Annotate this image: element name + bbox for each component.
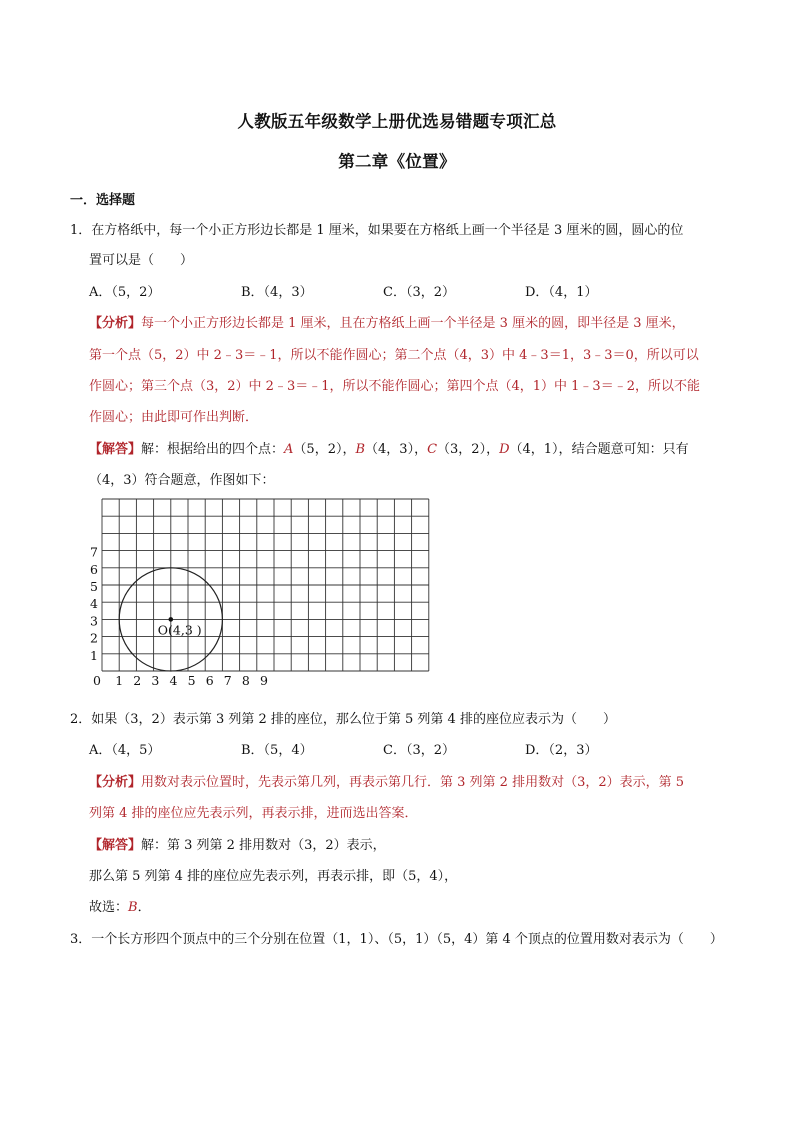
q1-option-c: C．（3，2） (383, 285, 455, 300)
q1-point-c-label: C (427, 442, 438, 457)
q1-answer-prefix: 解：根据给出的四个点： (141, 442, 285, 457)
q1-analysis-line1 (89, 312, 685, 331)
q2-answer-choice: B (128, 900, 138, 915)
q1-point-a-label: A (284, 442, 294, 457)
y-tick-label: 6 (90, 561, 98, 577)
q2-option-a: A．（4，5） (89, 743, 161, 758)
x-tick-label: 3 (151, 673, 160, 688)
q1-analysis-line4: 作圆心；由此即可作出判断． (89, 410, 259, 425)
document-title: 人教版五年级数学上册优选易错题专项汇总 (237, 112, 557, 131)
q2-answer-text1: 解：第 3 列第 2 排用数对（3，2）表示， (141, 838, 386, 853)
q2-option-b: B．（5，4） (241, 743, 313, 758)
q2-answer-prefix: 故选： (89, 900, 129, 915)
x-axis-ticks (93, 673, 268, 688)
q1-point-b-coord: （4，3）， (365, 442, 428, 457)
q1-analysis-line3: 作圆心；第三个点（3，2）中 2﹣3＝﹣1，所以不能作圆心；第四个点（4，1）中 1﹣3＝﹣2，所以不能 (89, 379, 700, 394)
q1-point-c-coord: （3，2）， (437, 442, 500, 457)
q1-answer-line1 (89, 438, 689, 457)
x-tick-label: 9 (260, 673, 268, 688)
q1-answer-line2: （4，3）符合题意，作图如下： (89, 473, 275, 488)
q2-analysis-line1 (89, 771, 684, 790)
q2-stem: 2．如果（3，2）表示第 3 列第 2 排的座位，那么位于第 5 列第 4 排的座位应表示为（ ） (70, 712, 616, 727)
x-tick-label: 5 (187, 673, 196, 688)
q1-point-d-label: D (499, 442, 510, 457)
q1-option-a: A．（5，2） (89, 285, 161, 300)
q2-answer-suffix: ． (137, 900, 151, 915)
x-tick-label: 6 (205, 673, 214, 688)
q2-analysis-text1: 用数对表示位置时，先表示第几列，再表示第几行．第 3 列第 2 排用数对（3，2）表示，第 5 (141, 775, 685, 790)
y-axis-ticks (90, 545, 98, 663)
q2-analysis-line2: 列第 4 排的座位应先表示列，再表示排，进而选出答案． (89, 806, 418, 821)
center-point (169, 617, 174, 622)
q2-answer-line1 (89, 834, 386, 853)
q2-option-d: D．（2，3） (525, 743, 598, 758)
x-tick-label: 7 (223, 673, 232, 688)
q1-analysis-line2: 第一个点（5，2）中 2﹣3＝﹣1，所以不能作圆心；第二个点（4，3）中 4﹣3＝1，3﹣3＝0，所以可以 (89, 348, 699, 363)
center-label: O(4,3 ) (157, 622, 202, 638)
grid-lines (102, 499, 429, 671)
y-tick-label: 7 (90, 544, 98, 560)
q3-stem: 3．一个长方形四个顶点中的三个分别在位置（1，1）、（5，1）（5，4）第 4 个顶点的位置用数对表示为（ ） (70, 932, 723, 947)
q2-answer-line2: 那么第 5 列第 4 排的座位应先表示列，再表示排，即（5，4）， (89, 869, 458, 884)
q1-option-b: B．（4，3） (241, 285, 313, 300)
q2-analysis-tag: 【分析】 (89, 775, 142, 790)
y-tick-label: 3 (90, 613, 98, 629)
q2-option-c: C．（3，2） (383, 743, 455, 758)
q2-answer-tag: 【解答】 (89, 838, 142, 853)
q1-point-d-coord: （4，1）， (509, 442, 572, 457)
y-tick-label: 1 (90, 647, 98, 663)
q1-analysis-text1: 每一个小正方形边长都是 1 厘米，且在方格纸上画一个半径是 3 厘米的圆，即半径是 3 厘米， (141, 316, 685, 331)
section-heading: 一．选择题 (70, 193, 136, 208)
y-tick-label: 5 (90, 579, 98, 594)
x-tick-label: 2 (133, 673, 142, 688)
q1-answer-suffix: 结合题意可知：只有 (571, 442, 689, 457)
q1-point-b-label: B (355, 442, 366, 457)
y-tick-label: 4 (90, 596, 98, 612)
x-tick-label: 4 (169, 673, 178, 688)
q1-stem-line2: 置可以是（ ） (89, 253, 194, 268)
y-tick-label: 2 (90, 630, 98, 646)
x-tick-label: 1 (115, 673, 124, 688)
chapter-title: 第二章《位置》 (338, 152, 456, 171)
q1-analysis-tag: 【分析】 (89, 316, 142, 331)
q1-option-d: D．（4，1） (525, 285, 598, 300)
x-tick-label: 8 (241, 673, 250, 688)
q1-stem-line1: 1．在方格纸中，每一个小正方形边长都是 1 厘米，如果要在方格纸上画一个半径是 3 厘米的圆，圆心的位 (70, 223, 684, 238)
q2-answer-line3 (89, 896, 151, 915)
q1-answer-tag: 【解答】 (89, 442, 142, 457)
x-tick-label: 0 (93, 673, 101, 688)
coordinate-grid-figure (84, 494, 464, 694)
q1-point-a-coord: （5，2）， (293, 442, 356, 457)
